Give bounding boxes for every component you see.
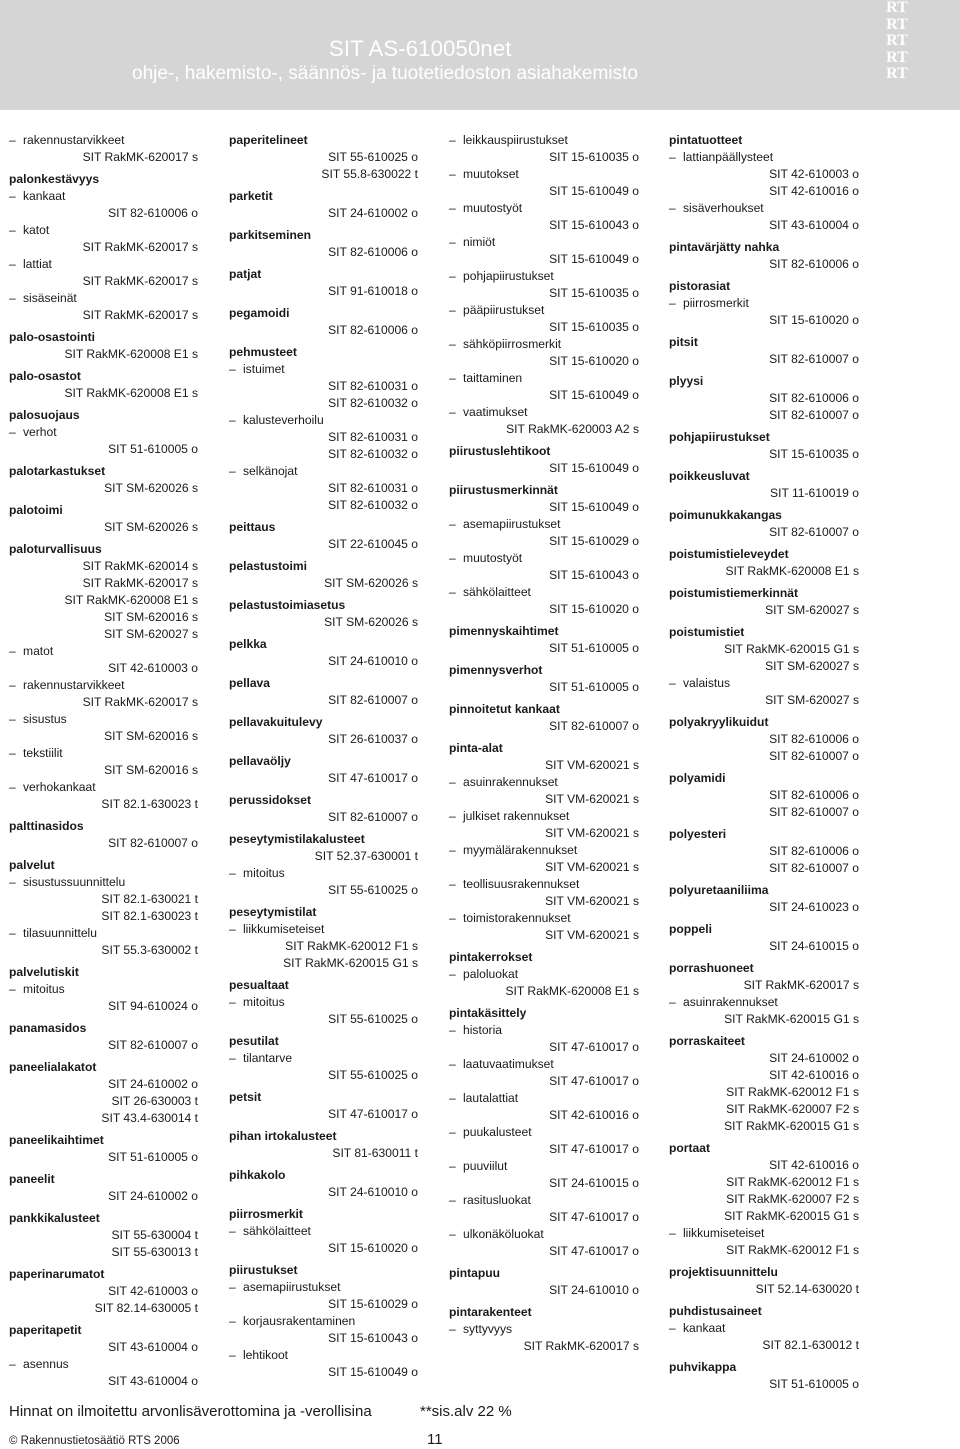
index-reference: SIT 15-610043 o [328,1331,418,1345]
index-column-4 [669,132,859,1393]
index-subentry: – asuinrakennukset [669,994,859,1011]
index-column-1 [9,132,198,1390]
index-reference: SIT VM-620021 s [545,826,639,840]
index-reference: SIT 15-610043 o [549,568,639,582]
index-subentry: – muutostyöt [449,200,639,217]
index-reference: SIT 82-610032 o [328,498,418,512]
index-heading: palvelutiskit [9,965,79,979]
index-subentry: – laatuvaatimukset [449,1056,639,1073]
index-reference: SIT 26-630003 t [111,1094,198,1108]
index-reference: SIT 15-610043 o [549,218,639,232]
index-heading: paloturvallisuus [9,542,102,556]
index-heading: piirustukset [229,1263,298,1277]
index-reference: SIT 42-610003 o [108,661,198,675]
index-heading: panamasidos [9,1021,87,1035]
index-reference: SIT 15-610049 o [328,1365,418,1379]
index-reference: SIT 24-610002 o [769,1051,859,1065]
index-subentry: – liikkumiseteiset [229,921,418,938]
index-heading: pimennyskaihtimet [449,624,559,638]
index-reference: SIT SM-620016 s [104,729,198,743]
index-subentry: – julkiset rakennukset [449,808,639,825]
index-subentry: – verhot [9,424,198,441]
index-subentry: – historia [449,1022,639,1039]
index-heading: pellavakuitulevy [229,715,323,729]
index-reference: SIT 94-610024 o [108,999,198,1013]
index-reference: SIT 55.8-630022 t [321,167,418,181]
index-subentry: – korjausrakentaminen [229,1313,418,1330]
index-subentry: – lautalattiat [449,1090,639,1107]
index-reference: SIT SM-620026 s [324,576,418,590]
index-heading: palosuojaus [9,408,80,422]
index-heading: pesutilat [229,1034,279,1048]
index-reference: SIT RakMK-620015 G1 s [724,1209,859,1223]
index-reference: SIT RakMK-620017 s [82,274,198,288]
index-reference: SIT RakMK-620017 s [82,695,198,709]
index-heading: paperitelineet [229,133,308,147]
index-subentry: – pääpiirustukset [449,302,639,319]
index-subentry: – mitoitus [9,981,198,998]
index-subentry: – asennus [9,1356,198,1373]
index-reference: SIT 82-610006 o [769,257,859,271]
index-reference: SIT 82-610006 o [769,788,859,802]
index-reference: SIT 82.1-630023 t [101,797,198,811]
index-reference: SIT 15-610049 o [549,388,639,402]
index-heading: pellava [229,676,271,690]
index-heading: pihkakolo [229,1168,286,1182]
index-heading: pohjapiirustukset [669,430,770,444]
index-heading: patjat [229,267,262,281]
index-subentry: – asemapiirustukset [449,516,639,533]
index-subentry: – leikkauspiirustukset [449,132,639,149]
index-reference: SIT VM-620021 s [545,758,639,772]
index-subentry: – asuinrakennukset [449,774,639,791]
index-reference: SIT 47-610017 o [549,1210,639,1224]
index-subentry: – puuviilut [449,1158,639,1175]
index-reference: SIT 42-610016 o [549,1108,639,1122]
index-reference: SIT 55-610025 o [328,1068,418,1082]
index-reference: SIT 15-610035 o [549,150,639,164]
index-subentry: – asemapiirustukset [229,1279,418,1296]
index-reference: SIT 22-610045 o [328,537,418,551]
index-reference: SIT 82-610007 o [328,810,418,824]
index-heading: parketit [229,189,273,203]
index-reference: SIT 51-610005 o [108,1150,198,1164]
vat-note: **sis.alv 22 % [420,1403,512,1420]
index-reference: SIT SM-620027 s [765,603,859,617]
index-reference: SIT 51-610005 o [108,442,198,456]
index-subentry: – sisäverhoukset [669,200,859,217]
index-reference: SIT 82-610031 o [328,481,418,495]
index-reference: SIT 24-610002 o [328,206,418,220]
index-heading: poimunukkakangas [669,508,782,522]
index-reference: SIT 47-610017 o [549,1244,639,1258]
index-heading: palotarkastukset [9,464,106,478]
index-heading: polyamidi [669,771,726,785]
index-reference: SIT RakMK-620017 s [743,978,859,992]
index-reference: SIT 43-610004 o [108,1374,198,1388]
index-heading: perussidokset [229,793,311,807]
index-heading: peseytymistilat [229,905,317,919]
index-heading: pintarakenteet [449,1305,532,1319]
index-subentry: – rakennustarvikkeet [9,132,198,149]
index-reference: SIT 82-610006 o [328,323,418,337]
index-reference: SIT 82-610007 o [328,693,418,707]
index-subentry: – rasitusluokat [449,1192,639,1209]
index-heading: plyysi [669,374,704,388]
index-reference: SIT 82-610006 o [769,732,859,746]
index-reference: SIT 42-610003 o [769,167,859,181]
index-reference: SIT RakMK-620012 F1 s [285,939,418,953]
index-heading: portaat [669,1141,710,1155]
index-subentry: – sisäseinät [9,290,198,307]
index-reference: SIT 82-610031 o [328,430,418,444]
index-subentry: – myymälärakennukset [449,842,639,859]
index-subentry: – sisustus [9,711,198,728]
index-reference: SIT 15-610029 o [549,534,639,548]
index-reference: SIT 82-610007 o [769,749,859,763]
index-reference: SIT RakMK-620007 F2 s [726,1192,859,1206]
index-heading: piirrosmerkit [229,1207,303,1221]
index-heading: polyakryylikuidut [669,715,769,729]
index-reference: SIT 24-610002 o [108,1077,198,1091]
index-reference: SIT 82-610031 o [328,379,418,393]
index-heading: pelastustoimi [229,559,307,573]
index-heading: paneelikaihtimet [9,1133,104,1147]
index-reference: SIT RakMK-620015 G1 s [283,956,418,970]
index-reference: SIT 24-610023 o [769,900,859,914]
index-heading: palo-osastot [9,369,81,383]
index-heading: palonkestävyys [9,172,100,186]
index-subentry: – tilantarve [229,1050,418,1067]
index-subentry: – lattianpäällysteet [669,149,859,166]
index-reference: SIT RakMK-620008 E1 s [64,386,198,400]
index-heading: peseytymistilakalusteet [229,832,365,846]
index-reference: SIT 51-610005 o [769,1377,859,1391]
index-reference: SIT 82-610007 o [108,836,198,850]
index-reference: SIT 15-610020 o [328,1241,418,1255]
index-reference: SIT 11-610019 o [770,486,859,500]
index-reference: SIT 82-610007 o [769,861,859,875]
index-subentry: – tilasuunnittelu [9,925,198,942]
index-heading: piirustuslehtikoot [449,444,551,458]
index-reference: SIT 55-610025 o [328,1012,418,1026]
index-reference: SIT 91-610018 o [328,284,418,298]
index-reference: SIT 82-610032 o [328,447,418,461]
index-heading: puhvikappa [669,1360,737,1374]
index-reference: SIT RakMK-620017 s [82,240,198,254]
index-subentry: – teollisuusrakennukset [449,876,639,893]
index-heading: palo-osastointi [9,330,96,344]
index-subentry: – taittaminen [449,370,639,387]
index-subentry: – sähkölaitteet [449,584,639,601]
index-subentry: – valaistus [669,675,859,692]
page-number: 11 [427,1431,443,1448]
index-subentry: – selkänojat [229,463,418,480]
index-heading: paneelialakatot [9,1060,97,1074]
index-heading: pankkikalusteet [9,1211,100,1225]
index-reference: SIT 43.4-630014 t [101,1111,198,1125]
index-reference: SIT RakMK-620014 s [82,559,198,573]
index-reference: SIT 82.14-630005 t [94,1301,198,1315]
index-reference: SIT SM-620027 s [765,693,859,707]
index-heading: poistumistiet [669,625,745,639]
index-heading: pegamoidi [229,306,290,320]
index-reference: SIT 15-610049 o [549,500,639,514]
index-reference: SIT 15-610035 o [549,286,639,300]
index-heading: porrashuoneet [669,961,754,975]
index-heading: palttinasidos [9,819,84,833]
index-reference: SIT 15-610020 o [549,354,639,368]
index-reference: SIT 15-610049 o [549,184,639,198]
index-reference: SIT RakMK-620015 G1 s [724,1012,859,1026]
index-reference: SIT 82-610007 o [769,408,859,422]
index-reference: SIT 26-610037 o [328,732,418,746]
index-reference: SIT RakMK-620003 A2 s [506,422,639,436]
index-reference: SIT 55-630004 t [111,1228,198,1242]
index-heading: pehmusteet [229,345,297,359]
index-reference: SIT SM-620026 s [104,481,198,495]
index-reference: SIT 15-610035 o [769,447,859,461]
index-heading: petsit [229,1090,262,1104]
index-heading: paneelit [9,1172,55,1186]
index-reference: SIT 55.3-630002 t [101,943,198,957]
index-subentry: – sähkölaitteet [229,1223,418,1240]
index-reference: SIT 24-610002 o [108,1189,198,1203]
index-reference: SIT VM-620021 s [545,928,639,942]
index-heading: puhdistusaineet [669,1304,762,1318]
index-heading: pimennysverhot [449,663,543,677]
index-reference: SIT 43-610004 o [769,218,859,232]
index-reference: SIT 82.1-630021 t [101,892,198,906]
index-heading: poikkeusluvat [669,469,750,483]
index-reference: SIT RakMK-620017 s [82,576,198,590]
index-heading: poistumistiemerkinnät [669,586,799,600]
index-reference: SIT RakMK-620017 s [82,308,198,322]
index-reference: SIT 52.14-630020 t [755,1282,859,1296]
index-reference: SIT SM-620027 s [104,627,198,641]
index-reference: SIT 82-610007 o [769,525,859,539]
index-reference: SIT 47-610017 o [328,771,418,785]
index-heading: pellavaöljy [229,754,291,768]
index-subentry: – piirrosmerkit [669,295,859,312]
index-subentry: – mitoitus [229,865,418,882]
index-subentry: – kalusteverhoilu [229,412,418,429]
index-reference: SIT SM-620016 s [104,610,198,624]
index-reference: SIT 55-610025 o [328,150,418,164]
index-reference: SIT 15-610020 o [769,313,859,327]
index-heading: pelkka [229,637,267,651]
index-reference: SIT SM-620026 s [324,615,418,629]
rt-logo-line: RT [886,32,908,49]
rt-logo-line: RT [886,65,908,82]
index-reference: SIT RakMK-620015 G1 s [724,1119,859,1133]
index-reference: SIT VM-620021 s [545,860,639,874]
index-reference: SIT 82-610006 o [769,391,859,405]
index-reference: SIT 15-610049 o [549,252,639,266]
index-reference: SIT 82.1-630023 t [101,909,198,923]
index-reference: SIT 15-610049 o [549,461,639,475]
index-reference: SIT 47-610017 o [549,1074,639,1088]
index-heading: polyuretaaniliima [669,883,769,897]
index-heading: pihan irtokalusteet [229,1129,337,1143]
index-reference: SIT SM-620027 s [765,659,859,673]
index-heading: pintakäsittely [449,1006,527,1020]
index-reference: SIT 82-610007 o [769,805,859,819]
index-reference: SIT RakMK-620008 E1 s [64,593,198,607]
index-subentry: – ulkonäköluokat [449,1226,639,1243]
index-reference: SIT RakMK-620012 F1 s [726,1243,859,1257]
index-heading: pintatuotteet [669,133,743,147]
index-heading: paperitapetit [9,1323,82,1337]
index-heading: projektisuunnittelu [669,1265,778,1279]
index-heading: pitsit [669,335,698,349]
rt-logo-line: RT [886,0,908,16]
index-subentry: – lehtikoot [229,1347,418,1364]
document-subtitle: ohje-, hakemisto-, säännös- ja tuotetiedoston asiahakemisto [132,63,638,84]
index-reference: SIT RakMK-620012 F1 s [726,1085,859,1099]
index-reference: SIT 47-610017 o [549,1040,639,1054]
index-heading: pintapuu [449,1266,501,1280]
index-reference: SIT 15-610020 o [549,602,639,616]
index-heading: poppeli [669,922,712,936]
index-reference: SIT 82-610032 o [328,396,418,410]
index-heading: poistumistieleveydet [669,547,789,561]
index-heading: pesualtaat [229,978,289,992]
index-reference: SIT 15-610029 o [328,1297,418,1311]
index-reference: SIT 82-610006 o [769,844,859,858]
index-reference: SIT 15-610035 o [549,320,639,334]
index-reference: SIT 24-610010 o [328,654,418,668]
index-subentry: – muutostyöt [449,550,639,567]
index-subentry: – katot [9,222,198,239]
index-heading: palotoimi [9,503,63,517]
index-reference: SIT RakMK-620015 G1 s [724,642,859,656]
index-reference: SIT 24-610015 o [769,939,859,953]
index-heading: paperinarumatot [9,1267,105,1281]
index-reference: SIT 51-610005 o [549,641,639,655]
index-subentry: – lattiat [9,256,198,273]
index-heading: pintavärjätty nahka [669,240,780,254]
copyright: © Rakennustietosäätiö RTS 2006 [9,1435,180,1447]
index-heading: porraskaiteet [669,1034,745,1048]
index-subentry: – liikkumiseteiset [669,1225,859,1242]
index-subentry: – muutokset [449,166,639,183]
index-reference: SIT RakMK-620008 E1 s [725,564,859,578]
index-subentry: – matot [9,643,198,660]
index-reference: SIT 43-610004 o [108,1340,198,1354]
index-reference: SIT 42-610016 o [769,184,859,198]
index-reference: SIT 47-610017 o [328,1107,418,1121]
index-subentry: – toimistorakennukset [449,910,639,927]
index-reference: SIT RakMK-620017 s [523,1339,639,1353]
index-subentry: – istuimet [229,361,418,378]
index-reference: SIT 42-610016 o [769,1158,859,1172]
index-reference: SIT 42-610016 o [769,1068,859,1082]
index-subentry: – kankaat [669,1320,859,1337]
index-reference: SIT 55-610025 o [328,883,418,897]
index-heading: pintakerrokset [449,950,533,964]
index-subentry: – sisustussuunnittelu [9,874,198,891]
index-reference: SIT 51-610005 o [549,680,639,694]
index-subentry: – puukalusteet [449,1124,639,1141]
index-heading: polyesteri [669,827,727,841]
index-reference: SIT RakMK-620008 E1 s [505,984,639,998]
index-subentry: – mitoitus [229,994,418,1011]
index-reference: SIT SM-620026 s [104,520,198,534]
index-reference: SIT 42-610003 o [108,1284,198,1298]
index-reference: SIT 82-610007 o [108,1038,198,1052]
index-heading: pinnoitetut kankaat [449,702,560,716]
index-column-3 [449,132,639,1355]
index-subentry: – pohjapiirustukset [449,268,639,285]
index-heading: peittaus [229,520,276,534]
index-subentry: – syttyvyys [449,1321,639,1338]
index-reference: SIT RakMK-620007 F2 s [726,1102,859,1116]
index-heading: parkitseminen [229,228,311,242]
index-heading: pistorasiat [669,279,731,293]
index-reference: SIT RakMK-620012 F1 s [726,1175,859,1189]
price-note: Hinnat on ilmoitettu arvonlisäverottomina ja -verollisina [9,1403,372,1420]
index-reference: SIT RakMK-620017 s [82,150,198,164]
index-subentry: – sähköpiirrosmerkit [449,336,639,353]
index-subentry: – paloluokat [449,966,639,983]
document-title: SIT AS-610050net [329,36,512,61]
index-reference: SIT 82-610007 o [549,719,639,733]
index-reference: SIT 82-610006 o [108,206,198,220]
rt-logo [879,0,915,83]
index-subentry: – nimiöt [449,234,639,251]
rt-logo-line: RT [886,15,908,33]
index-reference: SIT 52.37-630001 t [314,849,418,863]
index-subentry: – vaatimukset [449,404,639,421]
header-band [0,0,960,110]
index-column-2 [229,132,418,1381]
index-reference: SIT 82-610007 o [769,352,859,366]
index-heading: pelastustoimiasetus [229,598,346,612]
index-subentry: – kankaat [9,188,198,205]
index-heading: palvelut [9,858,55,872]
index-reference: SIT 24-610010 o [328,1185,418,1199]
index-reference: SIT 81-630011 t [332,1146,418,1160]
index-reference: SIT VM-620021 s [545,894,639,908]
rt-logo-line: RT [886,48,908,66]
index-reference: SIT 24-610010 o [549,1283,639,1297]
index-reference: SIT 82-610006 o [328,245,418,259]
index-reference: SIT 82.1-630012 t [762,1338,859,1352]
index-subentry: – verhokankaat [9,779,198,796]
index-subentry: – tekstiilit [9,745,198,762]
index-subentry: – rakennustarvikkeet [9,677,198,694]
index-heading: piirustusmerkinnät [449,483,558,497]
index-reference: SIT RakMK-620008 E1 s [64,347,198,361]
index-reference: SIT SM-620016 s [104,763,198,777]
index-reference: SIT 55-630013 t [111,1245,198,1259]
index-reference: SIT VM-620021 s [545,792,639,806]
index-reference: SIT 47-610017 o [549,1142,639,1156]
index-heading: pinta-alat [449,741,503,755]
index-reference: SIT 24-610015 o [549,1176,639,1190]
